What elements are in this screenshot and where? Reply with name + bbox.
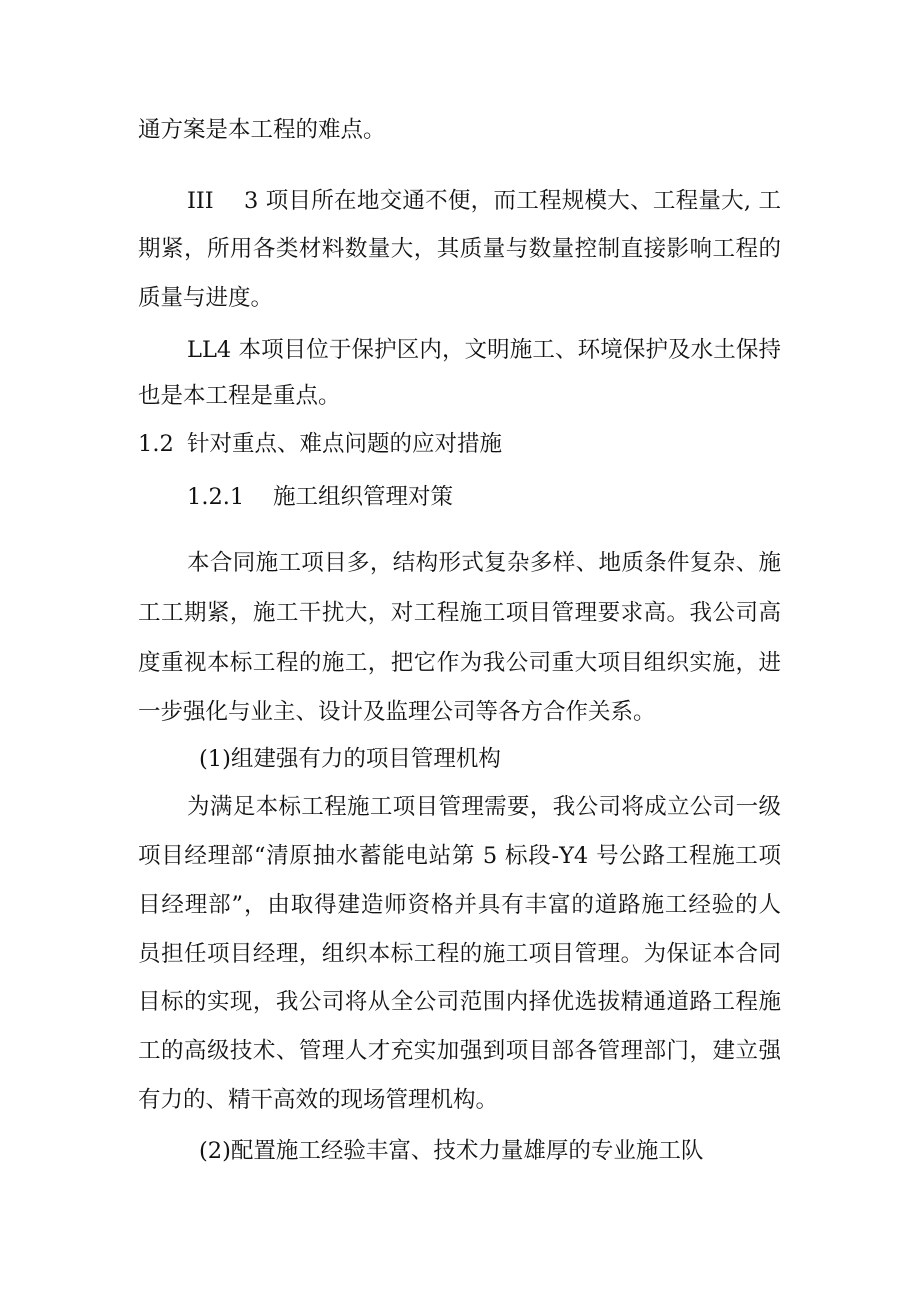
item-marker: III (187, 188, 214, 214)
text-line: 度重视本标工程的施工，把它作为我公司重大项目组织实施，进 (138, 650, 781, 676)
text-line: 质量与进度。 (138, 285, 274, 311)
text-line: 通方案是本工程的难点。 (138, 117, 386, 143)
section-title: 针对重点、难点问题的应对措施 (187, 431, 503, 457)
text-line: 本合同施工项目多，结构形式复杂多样、地质条件复杂、施 (187, 550, 781, 576)
subsection-title: 施工组织管理对策 (273, 484, 454, 510)
text-line: 期紧，所用各类材料数量大，其质量与数量控制直接影响工程的 (138, 236, 781, 262)
list-item-heading: (1)组建强有力的项目管理机构 (199, 746, 501, 772)
text-line: 工的高级技术、管理人才充实加强到项目部各管理部门，建立强 (138, 1038, 781, 1064)
text-line: 一步强化与业主、设计及监理公司等各方合作关系。 (138, 699, 656, 725)
subsection-heading (187, 482, 244, 512)
text-line (187, 186, 214, 216)
text-line: 为满足本标工程施工项目管理需要，我公司将成立公司一级 (187, 794, 781, 820)
text-line: 工工期紧，施工干扰大，对工程施工项目管理要求高。我公司高 (138, 600, 781, 626)
text-line: 有力的、精干高效的现场管理机构。 (138, 1087, 499, 1113)
subsection-number: 1.2.1 (187, 484, 245, 510)
text-line: 3 项目所在地交通不便，而工程规模大、工程量大, 工 (244, 188, 781, 214)
section-heading (138, 429, 174, 459)
text-line: 项目经理部“清原抽水蓄能电站第 5 标段-Y4 号公路工程施工项 (138, 843, 781, 869)
text-line: 员担任项目经理，组织本标工程的施工项目管理。为保证本合同 (138, 941, 781, 967)
text-line: LL4 本项目位于保护区内，文明施工、环境保护及水土保持 (187, 337, 781, 363)
text-line: 目标的实现，我公司将从全公司范围内择优选拔精通道路工程施 (138, 989, 781, 1015)
section-number: 1.2 (138, 431, 174, 457)
list-item-heading: (2)配置施工经验丰富、技术力量雄厚的专业施工队 (199, 1138, 704, 1164)
text-line: 目经理部”，由取得建造师资格并具有丰富的道路施工经验的人 (138, 892, 781, 918)
text-line: 也是本工程是重点。 (138, 383, 341, 409)
